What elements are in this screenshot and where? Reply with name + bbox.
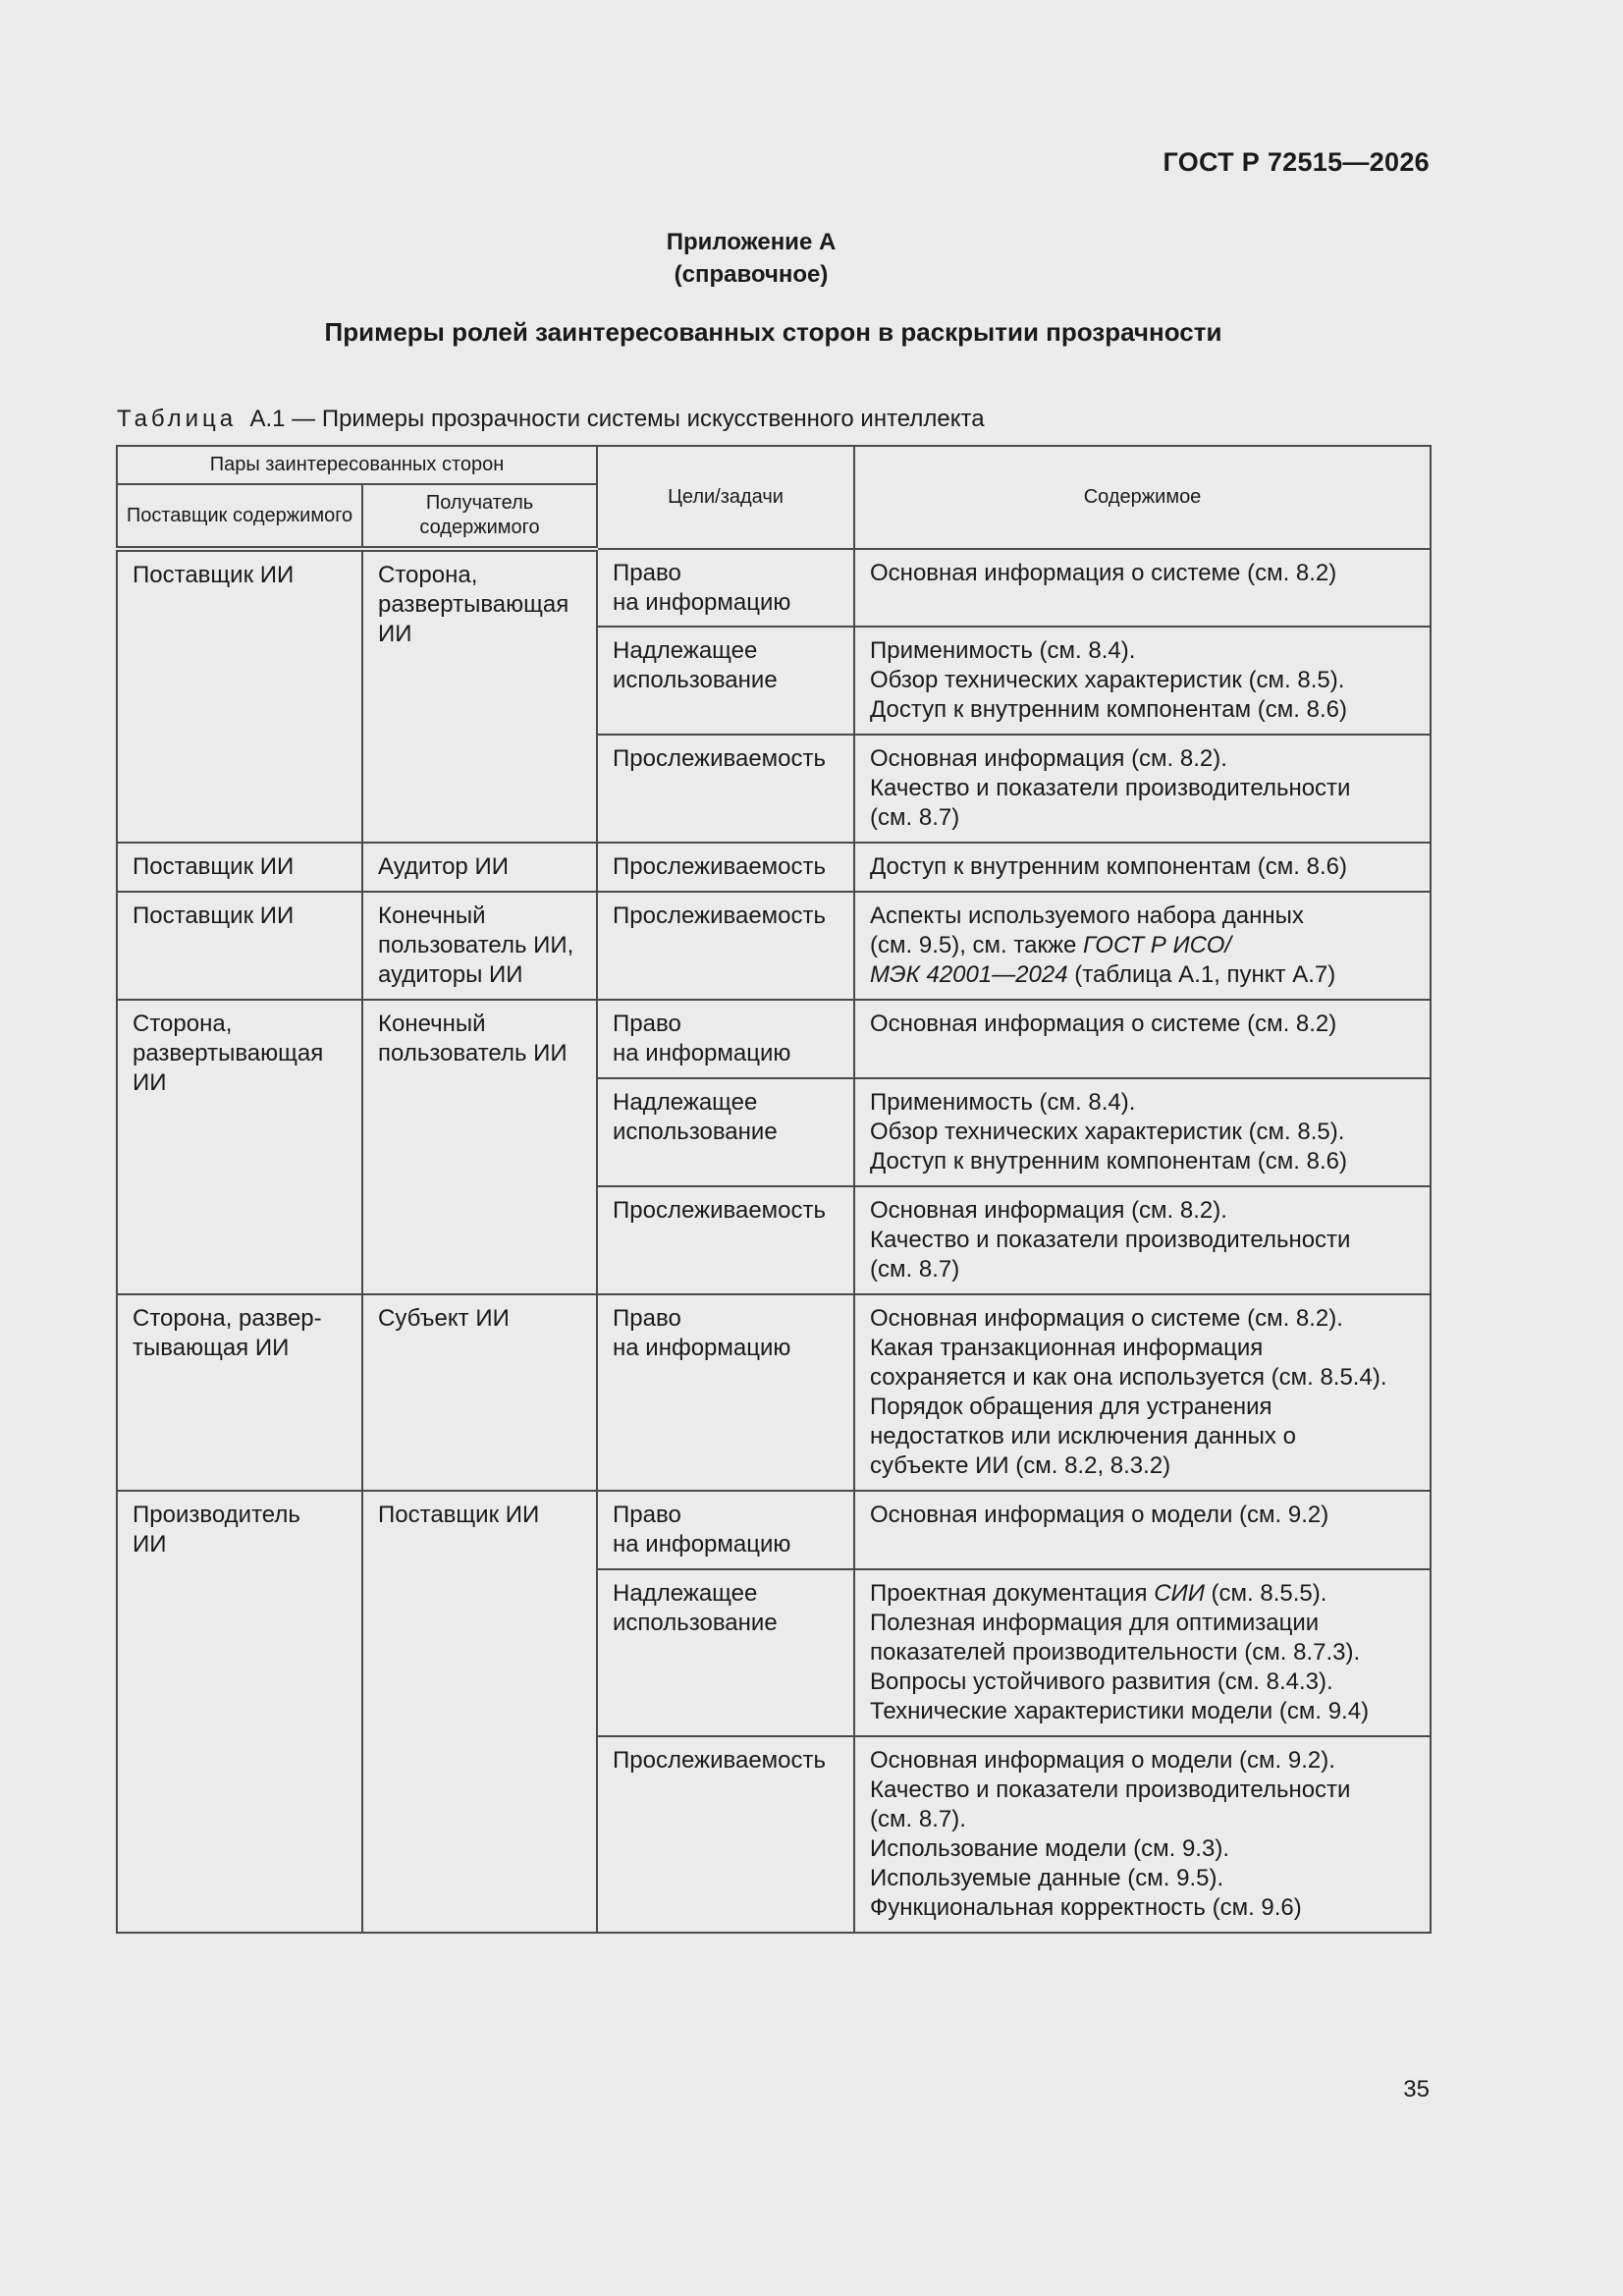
- header-provider: Поставщик содержимого: [117, 484, 362, 549]
- cell-content: Применимость (см. 8.4). Обзор технических характеристик (см. 8.5). Доступ к внутренним компонентам (см. 8.6): [854, 627, 1431, 735]
- cell-goal: Право на информацию: [597, 1491, 854, 1569]
- cell-goal: Прослеживаемость: [597, 1736, 854, 1933]
- cell-receiver: Конечный пользователь ИИ: [362, 1000, 597, 1294]
- cell-receiver: Аудитор ИИ: [362, 843, 597, 892]
- cell-receiver: Поставщик ИИ: [362, 1491, 597, 1933]
- content-reference: СИИ: [1154, 1580, 1205, 1607]
- appendix-subtitle: (справочное): [674, 261, 829, 288]
- section-title: Примеры ролей заинтересованных сторон в раскрытии прозрачности: [324, 317, 1222, 347]
- cell-provider: Производитель ИИ: [117, 1491, 362, 1933]
- cell-goal: Прослеживаемость: [597, 1186, 854, 1294]
- table-row: [117, 843, 1431, 892]
- appendix-heading: [0, 226, 1502, 291]
- content-text: (см. 8.5.5). Полезная информация для оптимизации показателей производительности (см. 8.7.3). Вопросы устойчивого развития (см. 8.4.3). Технические характеристики модели (см. 9.4): [870, 1580, 1370, 1724]
- cell-provider: Сторона, развер- тывающая ИИ: [117, 1294, 362, 1491]
- table-row: [117, 1294, 1431, 1491]
- cell-content: Основная информация о модели (см. 9.2). Качество и показатели производительности (см. 8.7). Использование модели (см. 9.3). Используемые данные (см. 9.5). Функциональная корректность (см. 9.6): [854, 1736, 1431, 1933]
- cell-provider: Поставщик ИИ: [117, 892, 362, 1000]
- table-container: [116, 445, 1430, 1934]
- header-receiver: Получатель содержимого: [362, 484, 597, 549]
- cell-content: Основная информация о системе (см. 8.2): [854, 549, 1431, 627]
- cell-content: Применимость (см. 8.4). Обзор технических характеристик (см. 8.5). Доступ к внутренним компонентам (см. 8.6): [854, 1078, 1431, 1186]
- header-goals: Цели/задачи: [597, 446, 854, 549]
- table-row: [117, 1491, 1431, 1569]
- cell-goal: Право на информацию: [597, 1294, 854, 1491]
- table-caption-number: А.1: [249, 406, 286, 432]
- table-row: [117, 892, 1431, 1000]
- cell-content: [854, 1569, 1431, 1736]
- cell-provider: Сторона, развертывающая ИИ: [117, 1000, 362, 1294]
- content-reference: ГОСТ Р ИСО/ МЭК 42001—2024: [870, 932, 1232, 988]
- table-caption: [117, 406, 985, 433]
- cell-goal: Надлежащее использование: [597, 1569, 854, 1736]
- cell-goal: Надлежащее использование: [597, 627, 854, 735]
- cell-content: Доступ к внутренним компонентам (см. 8.6): [854, 843, 1431, 892]
- content-text: (таблица А.1, пункт А.7): [1067, 961, 1336, 988]
- appendix-title: Приложение А: [666, 229, 837, 255]
- cell-content: Основная информация (см. 8.2). Качество и показатели производительности (см. 8.7): [854, 1186, 1431, 1294]
- cell-content: Основная информация (см. 8.2). Качество и показатели производительности (см. 8.7): [854, 735, 1431, 843]
- cell-goal: Прослеживаемость: [597, 735, 854, 843]
- table-caption-prefix: Таблица: [117, 406, 238, 432]
- cell-content: Основная информация о системе (см. 8.2): [854, 1000, 1431, 1078]
- content-text: Проектная документация: [870, 1580, 1155, 1607]
- transparency-table: [116, 445, 1432, 1934]
- cell-provider: Поставщик ИИ: [117, 549, 362, 843]
- table-caption-text: — Примеры прозрачности системы искусственного интеллекта: [285, 406, 985, 432]
- cell-receiver: Субъект ИИ: [362, 1294, 597, 1491]
- document-code: ГОСТ Р 72515—2026: [1163, 147, 1430, 177]
- cell-goal: Право на информацию: [597, 1000, 854, 1078]
- table-row: [117, 1000, 1431, 1078]
- table-body: [117, 549, 1431, 1933]
- cell-goal: Прослеживаемость: [597, 892, 854, 1000]
- cell-provider: Поставщик ИИ: [117, 843, 362, 892]
- cell-content: Основная информация о системе (см. 8.2). Какая транзакционная информация сохраняется и как она используется (см. 8.5.4). Порядок обращения для устранения недостатков или исключения данных о субъекте ИИ (см. 8.2, 8.3.2): [854, 1294, 1431, 1491]
- table-row: [117, 549, 1431, 627]
- cell-goal: Прослеживаемость: [597, 843, 854, 892]
- header-content: Содержимое: [854, 446, 1431, 549]
- cell-receiver: Сторона, развертывающая ИИ: [362, 549, 597, 843]
- cell-goal: Надлежащее использование: [597, 1078, 854, 1186]
- page-number: 35: [1403, 2076, 1430, 2103]
- cell-content: [854, 892, 1431, 1000]
- cell-receiver: Конечный пользователь ИИ, аудиторы ИИ: [362, 892, 597, 1000]
- cell-goal: Право на информацию: [597, 549, 854, 627]
- content-text: Аспекты используемого набора данных (см. 9.5), см. также: [870, 902, 1304, 958]
- cell-content: Основная информация о модели (см. 9.2): [854, 1491, 1431, 1569]
- header-pairs: Пары заинтересованных сторон: [117, 446, 597, 484]
